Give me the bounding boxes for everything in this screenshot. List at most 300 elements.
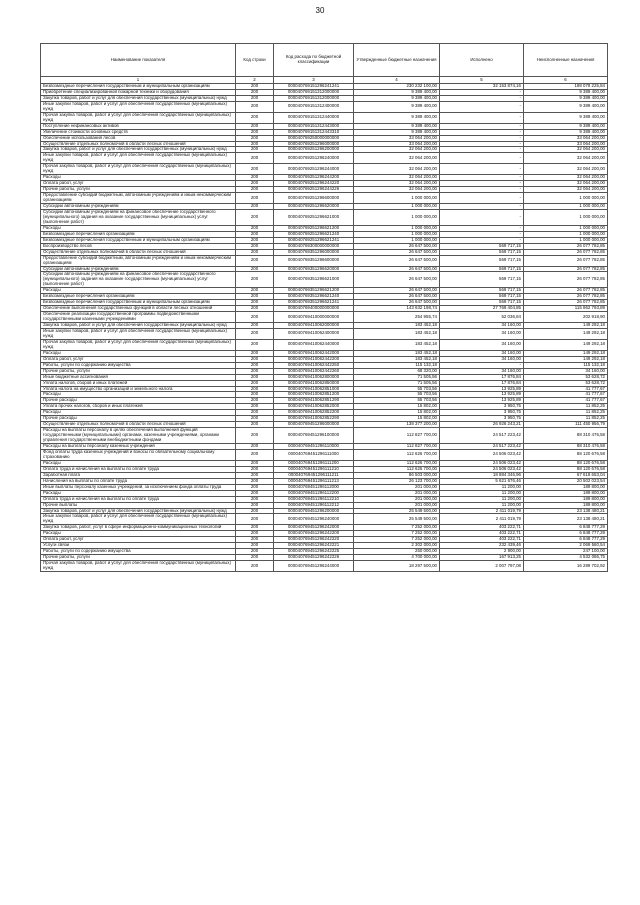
indicator-name-cell: Расходы: [41, 350, 236, 356]
row-code-cell: 200: [236, 147, 274, 153]
executed-amount-cell: 18 884 346,96: [440, 472, 524, 478]
budget-code-cell: 000040769251296621200: [274, 225, 354, 231]
budget-code-cell: 000040769410062440000: [274, 339, 354, 350]
indicator-name-cell: Обеспечение использования лесов: [41, 135, 236, 141]
approved-amount-cell: 183 452,18: [354, 328, 440, 339]
approved-amount-cell: 112 626 700,00: [354, 466, 440, 472]
budget-code-cell: 000040769410062800000: [274, 374, 354, 380]
approved-amount-cell: 26 647 500,00: [354, 272, 440, 288]
executed-amount-cell: -: [440, 231, 524, 237]
executed-amount-cell: 24 506 023,42: [440, 466, 524, 472]
executed-amount-cell: 403 222,71: [440, 537, 524, 543]
unexecuted-amount-cell: 1 000 000,00: [524, 209, 608, 225]
budget-code-cell: 000040769410062851290: [274, 398, 354, 404]
indicator-name-cell: Предоставление субсидий бюджетным, автономным учреждениям и иным некоммерческим организациям: [41, 255, 236, 266]
executed-amount-cell: 569 717,15: [440, 272, 524, 288]
executed-amount-cell: 11 200,00: [440, 502, 524, 508]
unexecuted-amount-cell: 23 138 480,21: [524, 514, 608, 525]
row-code-cell: 200: [236, 543, 274, 549]
executed-amount-cell: -: [440, 123, 524, 129]
executed-amount-cell: 24 517 223,42: [440, 428, 524, 444]
budget-code-cell: 000040769151312000000: [274, 89, 354, 95]
indicator-name-cell: Иные закупки товаров, работ и услуг для обеспечения государственных (муниципальных) нужд: [41, 153, 236, 164]
table-row: [41, 312, 608, 323]
executed-amount-cell: 569 717,15: [440, 255, 524, 266]
indicator-name-cell: Расходы: [41, 490, 236, 496]
indicator-name-cell: Расходы: [41, 410, 236, 416]
executed-amount-cell: -: [440, 129, 524, 135]
indicator-name-cell: Безвозмездные перечисления государственным и муниципальным организациям: [41, 84, 236, 90]
executed-amount-cell: 34 160,00: [440, 328, 524, 339]
row-code-cell: 200: [236, 266, 274, 272]
unexecuted-amount-cell: 26 077 782,85: [524, 266, 608, 272]
budget-code-cell: 000040769451296242221: [274, 543, 354, 549]
budget-code-cell: 000040769410062442260: [274, 368, 354, 374]
unexecuted-amount-cell: 9 389 400,00: [524, 123, 608, 129]
row-code-cell: 200: [236, 561, 274, 572]
row-code-cell: 200: [236, 181, 274, 187]
indicator-name-cell: Иные бюджетные ассигнования: [41, 374, 236, 380]
column-number: 6: [524, 77, 608, 84]
budget-code-cell: 000040769410062852000: [274, 404, 354, 410]
row-code-cell: 200: [236, 306, 274, 312]
approved-amount-cell: 15 802,00: [354, 410, 440, 416]
executed-amount-cell: -: [440, 89, 524, 95]
approved-amount-cell: 138 377 200,00: [354, 422, 440, 428]
budget-code-cell: 000040769451296112000: [274, 484, 354, 490]
approved-amount-cell: 26 647 500,00: [354, 255, 440, 266]
indicator-name-cell: Закупка товаров, работ и услуг для обеспечения государственных (муниципальных) нужд: [41, 323, 236, 329]
row-code-cell: 200: [236, 496, 274, 502]
budget-code-cell: 000040769410062442250: [274, 362, 354, 368]
row-code-cell: 200: [236, 422, 274, 428]
row-code-cell: 200: [236, 243, 274, 249]
executed-amount-cell: -: [440, 141, 524, 147]
indicator-name-cell: Расходы: [41, 175, 236, 181]
executed-amount-cell: 11 200,00: [440, 490, 524, 496]
row-code-cell: 200: [236, 237, 274, 243]
indicator-name-cell: Прочие работы, услуги: [41, 368, 236, 374]
indicator-name-cell: Закупка товаров, работ и услуг для обеспечения государственных (муниципальных) нужд: [41, 508, 236, 514]
budget-code-cell: 000040769451296112200: [274, 490, 354, 496]
budget-code-cell: 000040769251296200000: [274, 147, 354, 153]
approved-amount-cell: 32 064 200,00: [354, 181, 440, 187]
unexecuted-amount-cell: 41 777,67: [524, 392, 608, 398]
budget-code-cell: 000040769251296621241: [274, 237, 354, 243]
budget-code-cell: 000040769300000000000: [274, 243, 354, 249]
indicator-name-cell: Прочая закупка товаров, работ и услуг для обеспечения государственных (муниципальных) нужд: [41, 561, 236, 572]
unexecuted-amount-cell: 26 077 782,85: [524, 255, 608, 266]
row-code-cell: 200: [236, 129, 274, 135]
unexecuted-amount-cell: 26 077 782,85: [524, 288, 608, 294]
unexecuted-amount-cell: 41 777,67: [524, 386, 608, 392]
page-number: 30: [315, 6, 325, 15]
row-code-cell: 200: [236, 410, 274, 416]
approved-amount-cell: 18 297 500,00: [354, 561, 440, 572]
executed-amount-cell: -: [440, 209, 524, 225]
row-code-cell: 200: [236, 537, 274, 543]
unexecuted-amount-cell: 88 120 676,58: [524, 460, 608, 466]
row-code-cell: 200: [236, 416, 274, 422]
unexecuted-amount-cell: 1 000 000,00: [524, 225, 608, 231]
row-code-cell: 200: [236, 323, 274, 329]
row-code-cell: 200: [236, 466, 274, 472]
approved-amount-cell: 9 389 400,00: [354, 112, 440, 123]
row-code-cell: 200: [236, 392, 274, 398]
unexecuted-amount-cell: 33 064 200,00: [524, 141, 608, 147]
table-row: [41, 164, 608, 175]
executed-amount-cell: 3 950,75: [440, 404, 524, 410]
budget-execution-table: [40, 43, 608, 572]
row-code-cell: 200: [236, 404, 274, 410]
unexecuted-amount-cell: 149 292,18: [524, 328, 608, 339]
unexecuted-amount-cell: 26 077 782,85: [524, 249, 608, 255]
budget-code-cell: 000040769410062000000: [274, 323, 354, 329]
indicator-name-cell: Субсидии автономным учреждениям на финансовое обеспечение государственного (муниципального) задания на оказание государственных (муниципальных) услуг (выполнение работ): [41, 209, 236, 225]
budget-code-cell: 000040769410062850000: [274, 380, 354, 386]
indicator-name-cell: Оплата работ, услуг: [41, 537, 236, 543]
indicator-name-cell: Иные закупки товаров, работ и услуг для обеспечения государственных (муниципальных) нужд: [41, 514, 236, 525]
indicator-name-cell: Расходы на выплаты персоналу в целях обеспечения выполнения функций государственными (муниципальными) органами, казенными учреждениями, органами управления государственными внебюджетными фондами: [41, 428, 236, 444]
indicator-name-cell: Закупка товаров, работ, услуг в сфере информационно-коммуникационных технологий: [41, 525, 236, 531]
indicator-name-cell: Уплата налогов, сборов и иных платежей: [41, 380, 236, 386]
unexecuted-amount-cell: 32 064 200,00: [524, 147, 608, 153]
approved-amount-cell: 86 503 000,00: [354, 472, 440, 478]
executed-amount-cell: 3 950,75: [440, 410, 524, 416]
unexecuted-amount-cell: 1 000 000,00: [524, 204, 608, 210]
row-code-cell: 200: [236, 225, 274, 231]
row-code-cell: 200: [236, 141, 274, 147]
budget-code-cell: 000040769251296600000: [274, 193, 354, 204]
column-number-row: [41, 77, 608, 84]
unexecuted-amount-cell: 189 800,00: [524, 496, 608, 502]
indicator-name-cell: Прочая закупка товаров, работ и услуг для обеспечения государственных (муниципальных) нужд: [41, 164, 236, 175]
executed-amount-cell: 27 769 404,85: [440, 306, 524, 312]
row-code-cell: 200: [236, 350, 274, 356]
unexecuted-amount-cell: 88 310 476,58: [524, 428, 608, 444]
approved-amount-cell: 112 626 700,00: [354, 450, 440, 461]
indicator-name-cell: Иные закупки товаров, работ и услуг для обеспечения государственных (муниципальных) нужд: [41, 101, 236, 112]
budget-code-cell: 000040769351296621241: [274, 300, 354, 306]
executed-amount-cell: 26 926 243,21: [440, 422, 524, 428]
row-code-cell: 200: [236, 450, 274, 461]
unexecuted-amount-cell: 2 069 560,54: [524, 543, 608, 549]
indicator-name-cell: Фонд оплаты труда казенных учреждений и взносы по обязательному социальному страхованию: [41, 450, 236, 461]
budget-code-cell: 000040769451296242225: [274, 549, 354, 555]
budget-code-cell: 000040769451296242226: [274, 555, 354, 561]
row-code-cell: 200: [236, 231, 274, 237]
approved-amount-cell: 32 064 200,00: [354, 147, 440, 153]
executed-amount-cell: -: [440, 153, 524, 164]
indicator-name-cell: Безвозмездные перечисления организациям: [41, 231, 236, 237]
executed-amount-cell: 232 439,46: [440, 543, 524, 549]
executed-amount-cell: 34 160,00: [440, 356, 524, 362]
row-code-cell: 200: [236, 398, 274, 404]
table-row: [41, 101, 608, 112]
unexecuted-amount-cell: 32 064 200,00: [524, 187, 608, 193]
indicator-name-cell: Прочие работы, услуги: [41, 555, 236, 561]
executed-amount-cell: 34 160,00: [440, 323, 524, 329]
budget-code-cell: 000040769410000000000: [274, 312, 354, 323]
executed-amount-cell: 11 200,00: [440, 496, 524, 502]
executed-amount-cell: 569 717,15: [440, 288, 524, 294]
indicator-name-cell: Расходы: [41, 460, 236, 466]
budget-code-cell: 000040769400000000000: [274, 306, 354, 312]
approved-amount-cell: 1 000 000,00: [354, 193, 440, 204]
executed-amount-cell: -: [440, 362, 524, 368]
row-code-cell: 200: [236, 255, 274, 266]
column-header: Неисполненные назначения: [524, 44, 608, 77]
approved-amount-cell: 4 700 000,00: [354, 555, 440, 561]
table-row: [41, 561, 608, 572]
executed-amount-cell: 17 876,84: [440, 380, 524, 386]
approved-amount-cell: 26 647 500,00: [354, 300, 440, 306]
budget-code-cell: 000040769251296240000: [274, 153, 354, 164]
executed-amount-cell: 11 200,00: [440, 484, 524, 490]
row-code-cell: 200: [236, 502, 274, 508]
table-row: [41, 328, 608, 339]
executed-amount-cell: -: [440, 204, 524, 210]
approved-amount-cell: 15 802,00: [354, 404, 440, 410]
executed-amount-cell: 24 517 223,42: [440, 444, 524, 450]
row-code-cell: 200: [236, 153, 274, 164]
approved-amount-cell: 9 389 400,00: [354, 129, 440, 135]
indicator-name-cell: Осуществление отдельных полномочий в области лесных отношений: [41, 141, 236, 147]
approved-amount-cell: 33 064 200,00: [354, 141, 440, 147]
row-code-cell: 200: [236, 555, 274, 561]
executed-amount-cell: 2 007 797,08: [440, 561, 524, 572]
row-code-cell: 200: [236, 294, 274, 300]
row-code-cell: 200: [236, 428, 274, 444]
unexecuted-amount-cell: 149 292,18: [524, 339, 608, 350]
table-header-row: [41, 44, 608, 77]
table-row: [41, 339, 608, 350]
indicator-name-cell: Закупка товаров, работ и услуг для обеспечения государственных (муниципальных) нужд: [41, 147, 236, 153]
executed-amount-cell: 24 506 023,42: [440, 450, 524, 461]
budget-code-cell: 000040769451296244000: [274, 561, 354, 572]
unexecuted-amount-cell: 67 618 653,04: [524, 472, 608, 478]
unexecuted-amount-cell: 26 077 782,85: [524, 243, 608, 249]
indicator-name-cell: Оплата работ, услуг: [41, 181, 236, 187]
unexecuted-amount-cell: 149 292,18: [524, 323, 608, 329]
executed-amount-cell: -: [440, 237, 524, 243]
executed-amount-cell: 34 160,00: [440, 339, 524, 350]
approved-amount-cell: 55 703,56: [354, 392, 440, 398]
unexecuted-amount-cell: 1 000 000,00: [524, 237, 608, 243]
table-row: [41, 112, 608, 123]
approved-amount-cell: 26 647 500,00: [354, 249, 440, 255]
approved-amount-cell: 25 549 500,00: [354, 514, 440, 525]
unexecuted-amount-cell: 88 310 476,58: [524, 444, 608, 450]
approved-amount-cell: 112 827 700,00: [354, 444, 440, 450]
executed-amount-cell: 2 411 019,79: [440, 514, 524, 525]
budget-code-cell: 000040769351296000000: [274, 249, 354, 255]
indicator-name-cell: Начисления на выплаты по оплате труда: [41, 478, 236, 484]
unexecuted-amount-cell: 53 628,72: [524, 374, 608, 380]
budget-code-cell: 000040769451296112210: [274, 496, 354, 502]
row-code-cell: 200: [236, 472, 274, 478]
row-code-cell: 200: [236, 531, 274, 537]
unexecuted-amount-cell: 11 852,25: [524, 416, 608, 422]
unexecuted-amount-cell: 11 852,25: [524, 410, 608, 416]
executed-amount-cell: 569 717,15: [440, 249, 524, 255]
executed-amount-cell: -: [440, 175, 524, 181]
unexecuted-amount-cell: 149 292,18: [524, 350, 608, 356]
budget-code-cell: 000040769251296620000: [274, 204, 354, 210]
indicator-name-cell: Уплата налога на имущество организаций и земельного налога: [41, 386, 236, 392]
row-code-cell: 200: [236, 89, 274, 95]
table-row: [41, 153, 608, 164]
budget-code-cell: 000040769151312443310: [274, 129, 354, 135]
unexecuted-amount-cell: 9 389 400,00: [524, 129, 608, 135]
budget-code-cell: 000040769151312400000: [274, 101, 354, 112]
indicator-name-cell: Оплата работ, услуг: [41, 356, 236, 362]
approved-amount-cell: 183 452,18: [354, 356, 440, 362]
budget-code-cell: 000040769151296241241: [274, 84, 354, 90]
budget-code-cell: 000040769451296112212: [274, 502, 354, 508]
executed-amount-cell: 24 506 023,42: [440, 460, 524, 466]
budget-code-cell: 000040769351296600000: [274, 255, 354, 266]
unexecuted-amount-cell: 32 064 200,00: [524, 181, 608, 187]
indicator-name-cell: Обеспечение реализации государственной программы подведомственными государственными казенными учреждениями: [41, 312, 236, 323]
approved-amount-cell: 26 647 500,00: [354, 288, 440, 294]
executed-amount-cell: -: [440, 181, 524, 187]
row-code-cell: 200: [236, 339, 274, 350]
indicator-name-cell: Субсидии автономным учреждениям: [41, 204, 236, 210]
table-row: [41, 209, 608, 225]
unexecuted-amount-cell: 32 064 200,00: [524, 175, 608, 181]
budget-code-cell: 000040769410062852290: [274, 416, 354, 422]
budget-code-cell: 000040769251296244220: [274, 181, 354, 187]
executed-amount-cell: 34 160,00: [440, 350, 524, 356]
indicator-name-cell: Закупка товаров, работ и услуг для обеспечения государственных (муниципальных) нужд: [41, 95, 236, 101]
approved-amount-cell: 26 647 500,00: [354, 243, 440, 249]
executed-amount-cell: 13 925,89: [440, 392, 524, 398]
row-code-cell: 200: [236, 95, 274, 101]
row-code-cell: 200: [236, 112, 274, 123]
row-code-cell: 200: [236, 123, 274, 129]
budget-code-cell: 000040769251296621000: [274, 209, 354, 225]
executed-amount-cell: 167 913,25: [440, 555, 524, 561]
indicator-name-cell: Осуществление отдельных полномочий в области лесных отношений: [41, 249, 236, 255]
approved-amount-cell: 55 703,56: [354, 398, 440, 404]
indicator-name-cell: Безвозмездные перечисления организациям: [41, 294, 236, 300]
budget-code-cell: 000040769410062851000: [274, 386, 354, 392]
indicator-name-cell: Расходы: [41, 392, 236, 398]
indicator-name-cell: Оплата труда и начисления на выплаты по оплате труда: [41, 466, 236, 472]
executed-amount-cell: -: [440, 147, 524, 153]
indicator-name-cell: Осуществление отдельных полномочий в области лесных отношений: [41, 422, 236, 428]
unexecuted-amount-cell: 9 389 400,00: [524, 112, 608, 123]
row-code-cell: 200: [236, 101, 274, 112]
unexecuted-amount-cell: 6 848 777,29: [524, 531, 608, 537]
unexecuted-amount-cell: 6 848 777,29: [524, 525, 608, 531]
row-code-cell: 200: [236, 300, 274, 306]
executed-amount-cell: 3 950,75: [440, 416, 524, 422]
indicator-name-cell: Работы, услуги по содержанию имущества: [41, 362, 236, 368]
unexecuted-amount-cell: 11 852,25: [524, 404, 608, 410]
indicator-name-cell: Безвозмездные перечисления государственным и муниципальным организациям: [41, 237, 236, 243]
row-code-cell: 200: [236, 490, 274, 496]
approved-amount-cell: 201 000,00: [354, 496, 440, 502]
approved-amount-cell: 183 452,18: [354, 323, 440, 329]
column-header: Наименование показателя: [41, 44, 236, 77]
indicator-name-cell: Субсидии автономным учреждениям: [41, 266, 236, 272]
executed-amount-cell: 403 222,71: [440, 531, 524, 537]
indicator-name-cell: Поступление нефинансовых активов: [41, 123, 236, 129]
approved-amount-cell: 9 389 400,00: [354, 89, 440, 95]
approved-amount-cell: 7 252 000,00: [354, 531, 440, 537]
indicator-name-cell: Увеличение стоимости основных средств: [41, 129, 236, 135]
column-header: Код строки: [236, 44, 274, 77]
row-code-cell: 200: [236, 386, 274, 392]
approved-amount-cell: 68 320,00: [354, 368, 440, 374]
row-code-cell: 200: [236, 312, 274, 323]
row-code-cell: 200: [236, 362, 274, 368]
table-row: [41, 428, 608, 444]
row-code-cell: 200: [236, 187, 274, 193]
budget-code-cell: 000040769351296621200: [274, 288, 354, 294]
approved-amount-cell: 2 302 000,00: [354, 543, 440, 549]
unexecuted-amount-cell: 1 000 000,00: [524, 193, 608, 204]
budget-code-cell: 000040769151312443000: [274, 123, 354, 129]
approved-amount-cell: 112 626 700,00: [354, 460, 440, 466]
unexecuted-amount-cell: 1 000 000,00: [524, 231, 608, 237]
approved-amount-cell: 201 000,00: [354, 490, 440, 496]
indicator-name-cell: Приобретение специализированной пожарной техники и оборудования: [41, 89, 236, 95]
column-header: Исполнено: [440, 44, 524, 77]
unexecuted-amount-cell: 9 389 400,00: [524, 95, 608, 101]
indicator-name-cell: Субсидии автономным учреждениям на финансовое обеспечение государственного (муниципального) задания на оказание государственных (муниципальных) услуг (выполнение работ): [41, 272, 236, 288]
budget-code-cell: 000040769451296240000: [274, 514, 354, 525]
budget-code-cell: 000040769451296100000: [274, 428, 354, 444]
budget-code-cell: 000040769251296244226: [274, 187, 354, 193]
unexecuted-amount-cell: 88 120 676,58: [524, 450, 608, 461]
unexecuted-amount-cell: 9 389 400,00: [524, 101, 608, 112]
executed-amount-cell: 5 621 676,46: [440, 478, 524, 484]
row-code-cell: 200: [236, 356, 274, 362]
unexecuted-amount-cell: 4 532 086,75: [524, 555, 608, 561]
table-row: [41, 272, 608, 288]
budget-code-cell: 000040769451296000000: [274, 422, 354, 428]
indicator-name-cell: Работы, услуги по содержанию имущества: [41, 549, 236, 555]
budget-code-cell: 000040769151312000000: [274, 95, 354, 101]
unexecuted-amount-cell: 6 848 777,29: [524, 537, 608, 543]
column-number: 1: [41, 77, 236, 84]
budget-code-cell: 000040769451296111000: [274, 450, 354, 461]
row-code-cell: 200: [236, 209, 274, 225]
indicator-name-cell: Расходы: [41, 531, 236, 537]
approved-amount-cell: 254 955,74: [354, 312, 440, 323]
executed-amount-cell: -: [440, 112, 524, 123]
unexecuted-amount-cell: 20 502 023,54: [524, 478, 608, 484]
approved-amount-cell: 183 452,18: [354, 339, 440, 350]
budget-code-cell: 000040769451296110000: [274, 444, 354, 450]
unexecuted-amount-cell: 53 628,72: [524, 380, 608, 386]
approved-amount-cell: 26 647 500,00: [354, 294, 440, 300]
unexecuted-amount-cell: 33 064 200,00: [524, 135, 608, 141]
unexecuted-amount-cell: 189 800,00: [524, 490, 608, 496]
approved-amount-cell: 201 000,00: [354, 502, 440, 508]
approved-amount-cell: 1 000 000,00: [354, 237, 440, 243]
unexecuted-amount-cell: 189 800,00: [524, 484, 608, 490]
budget-code-cell: 000040769451296242220: [274, 537, 354, 543]
column-header: Утвержденные бюджетные назначения: [354, 44, 440, 77]
row-code-cell: 200: [236, 460, 274, 466]
unexecuted-amount-cell: 23 138 480,21: [524, 508, 608, 514]
budget-code-cell: 000040769250000000000: [274, 135, 354, 141]
unexecuted-amount-cell: 26 077 782,85: [524, 300, 608, 306]
